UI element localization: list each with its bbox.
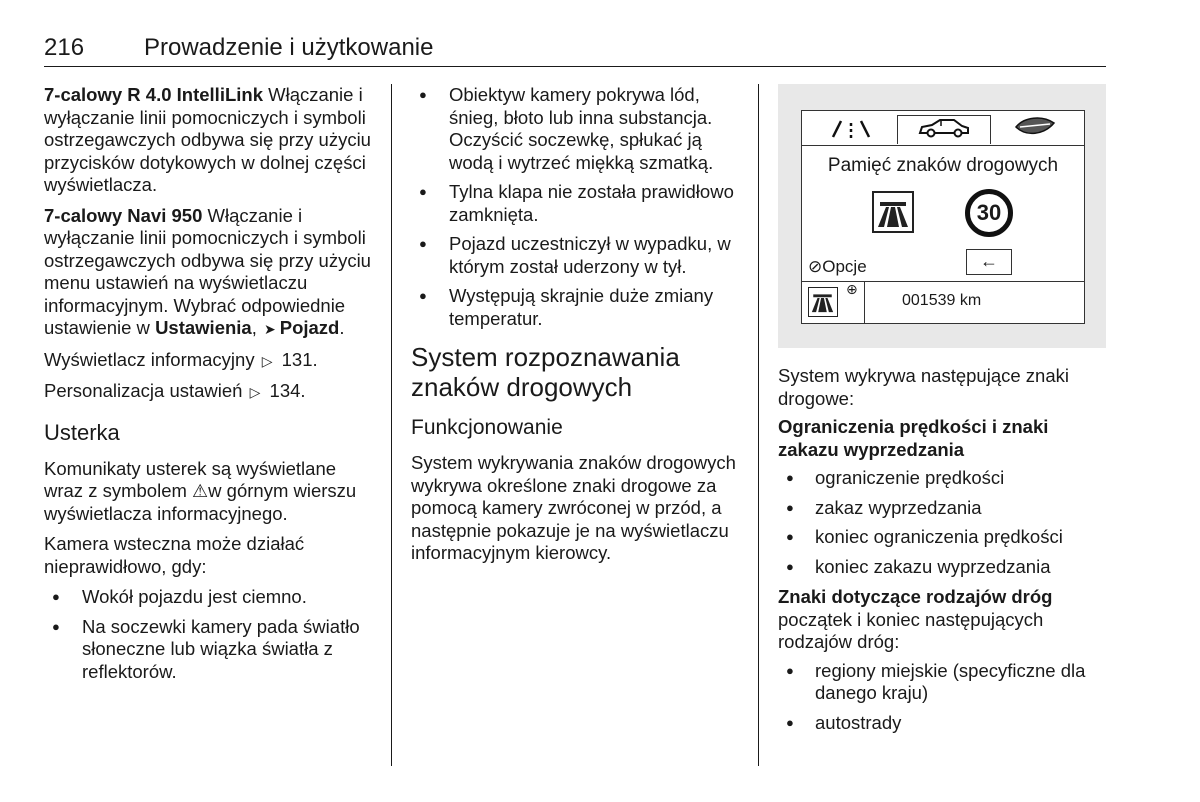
page-header bbox=[44, 34, 1106, 67]
list-item: ● koniec ograniczenia prędkości bbox=[778, 526, 1108, 549]
page-reference-icon: ▷ bbox=[261, 352, 273, 369]
options-label: Opcje bbox=[822, 257, 867, 276]
list-item: ● Występują skrajnie duże zmiany temperatur. bbox=[411, 285, 747, 330]
list-item: ● koniec zakazu wyprzedzania bbox=[778, 556, 1108, 579]
bullet-list bbox=[778, 467, 1108, 578]
status-divider bbox=[864, 282, 865, 323]
paragraph-text: Włączanie i wyłączanie linii pomocniczych i symboli ostrzegawczych odbywa się przy użyciu przycisków dotykowych w dolnej części wyświetlacza. bbox=[44, 84, 371, 195]
paragraph-text: początek i koniec następujących rodzajów dróg: bbox=[778, 608, 1044, 652]
group-title bbox=[778, 416, 1108, 461]
section-title: System rozpoznawania znaków drogowych bbox=[411, 342, 680, 402]
leaf-icon bbox=[1010, 115, 1060, 139]
list-item: ● Wokół pojazdu jest ciemno. bbox=[44, 586, 379, 609]
arrow-left-icon: ← bbox=[980, 251, 998, 271]
reference-page: 134. bbox=[264, 380, 306, 401]
add-circle-icon: ⊕ bbox=[846, 281, 858, 297]
warning-triangle-icon: ⚠ bbox=[192, 481, 209, 501]
reference-text: Wyświetlacz informacyjny bbox=[44, 348, 255, 370]
highway-sign-small-icon bbox=[808, 287, 838, 317]
list-item: ● autostrady bbox=[778, 712, 1108, 735]
info-display-screen bbox=[801, 110, 1085, 324]
list-item: ● Pojazd uczestniczył w wypadku, w którym został uderzony w tył. bbox=[411, 233, 747, 278]
list-item: ● ograniczenie prędkości bbox=[778, 467, 1108, 490]
tab-vehicle bbox=[897, 115, 991, 144]
group-title-text: Znaki dotyczące rodzajów dróg bbox=[778, 586, 1053, 607]
check-circle-icon: ⊘ bbox=[808, 257, 823, 276]
list-item: ● Na soczewki kamery pada światło słoneczne lub wiązka światła z reflektorów. bbox=[44, 616, 379, 684]
odometer: 001539 km bbox=[902, 292, 982, 309]
column-3 bbox=[778, 365, 1108, 742]
highway-sign-icon bbox=[872, 191, 914, 233]
column-divider-1 bbox=[391, 84, 392, 766]
tab-divider bbox=[802, 145, 1084, 146]
paragraph-text: Komunikaty usterek są wyświetlane wraz z symbolem bbox=[44, 457, 337, 501]
paragraph-intro: System wykrywa następujące znaki drogowe: bbox=[778, 365, 1069, 409]
column-divider-2 bbox=[758, 84, 759, 766]
paragraph-camera: Kamera wsteczna może działać nieprawidłowo, gdy: bbox=[44, 533, 305, 577]
separator: , bbox=[251, 317, 262, 338]
term-navi: 7-calowy Navi 950 bbox=[44, 204, 203, 226]
tab-lane-assist bbox=[808, 115, 894, 145]
term-intellilink: 7-calowy R 4.0 IntelliLink bbox=[44, 84, 263, 105]
subsection-title: Funkcjonowanie bbox=[411, 416, 563, 439]
list-item: ● Obiektyw kamery pokrywa lód, śnieg, błoto lub inna substancja. Oczyścić soczewkę, spłukać ją wodą i wytrzeć miękką szmatką. bbox=[411, 84, 747, 174]
arrow-right-icon: ➤ bbox=[264, 321, 276, 337]
chapter-title: Prowadzenie i użytkowanie bbox=[144, 34, 434, 61]
car-icon bbox=[914, 116, 974, 140]
cross-reference[interactable] bbox=[44, 349, 379, 373]
page-number: 216 bbox=[44, 34, 85, 61]
period: . bbox=[339, 317, 345, 338]
display-illustration bbox=[778, 84, 1106, 348]
reference-page: 131. bbox=[276, 348, 318, 370]
display-title: Pamięć znaków drogowych bbox=[827, 155, 1059, 176]
group-title-text: Ograniczenia prędkości i znaki zakazu wyprzedzania bbox=[778, 416, 1049, 460]
reference-text: Personalizacja ustawień bbox=[44, 380, 243, 401]
lane-assist-icon bbox=[821, 115, 881, 141]
bullet-list bbox=[778, 660, 1108, 735]
paragraph-intellilink bbox=[44, 84, 379, 197]
page-reference-icon: ▷ bbox=[249, 384, 261, 400]
column-2 bbox=[411, 84, 747, 573]
bullet-list bbox=[411, 84, 747, 330]
list-item: ● zakaz wyprzedzania bbox=[778, 497, 1108, 520]
list-item: ● Tylna klapa nie została prawidłowo zamknięta. bbox=[411, 181, 747, 226]
paragraph-fault bbox=[44, 458, 379, 526]
paragraph-function: System wykrywania znaków drogowych wykrywa określone znaki drogowe za pomocą kamery zwróconej w przód, a następnie pokazuje je na wyświetlaczu informacyjnym kierowcy. bbox=[411, 452, 736, 563]
menu-vehicle: Pojazd bbox=[279, 317, 340, 338]
column-1 bbox=[44, 84, 379, 691]
back-button[interactable] bbox=[966, 249, 1012, 275]
bullet-list bbox=[44, 586, 379, 683]
list-item: ● regiony miejskie (specyficzne dla danego kraju) bbox=[778, 660, 1108, 705]
tab-eco bbox=[992, 115, 1078, 145]
paragraph-text: Włączanie i wyłączanie linii pomocniczych i symboli ostrzegawczych odbywa się przy użyciu menu ustawień na wyświetlaczu informacyjnym. Wybrać odpowiednie ustawienie w bbox=[44, 204, 371, 338]
status-bar-divider bbox=[802, 281, 1084, 282]
menu-settings: Ustawienia bbox=[155, 317, 252, 338]
heading-fault: Usterka bbox=[44, 419, 120, 445]
options-button[interactable] bbox=[808, 257, 867, 277]
paragraph-text: w górnym wierszu wyświetlacza informacyjnego. bbox=[44, 480, 357, 524]
speed-limit-sign: 30 bbox=[965, 189, 1013, 237]
group-description bbox=[778, 586, 1108, 654]
cross-reference[interactable] bbox=[44, 380, 379, 404]
paragraph-navi bbox=[44, 205, 379, 341]
